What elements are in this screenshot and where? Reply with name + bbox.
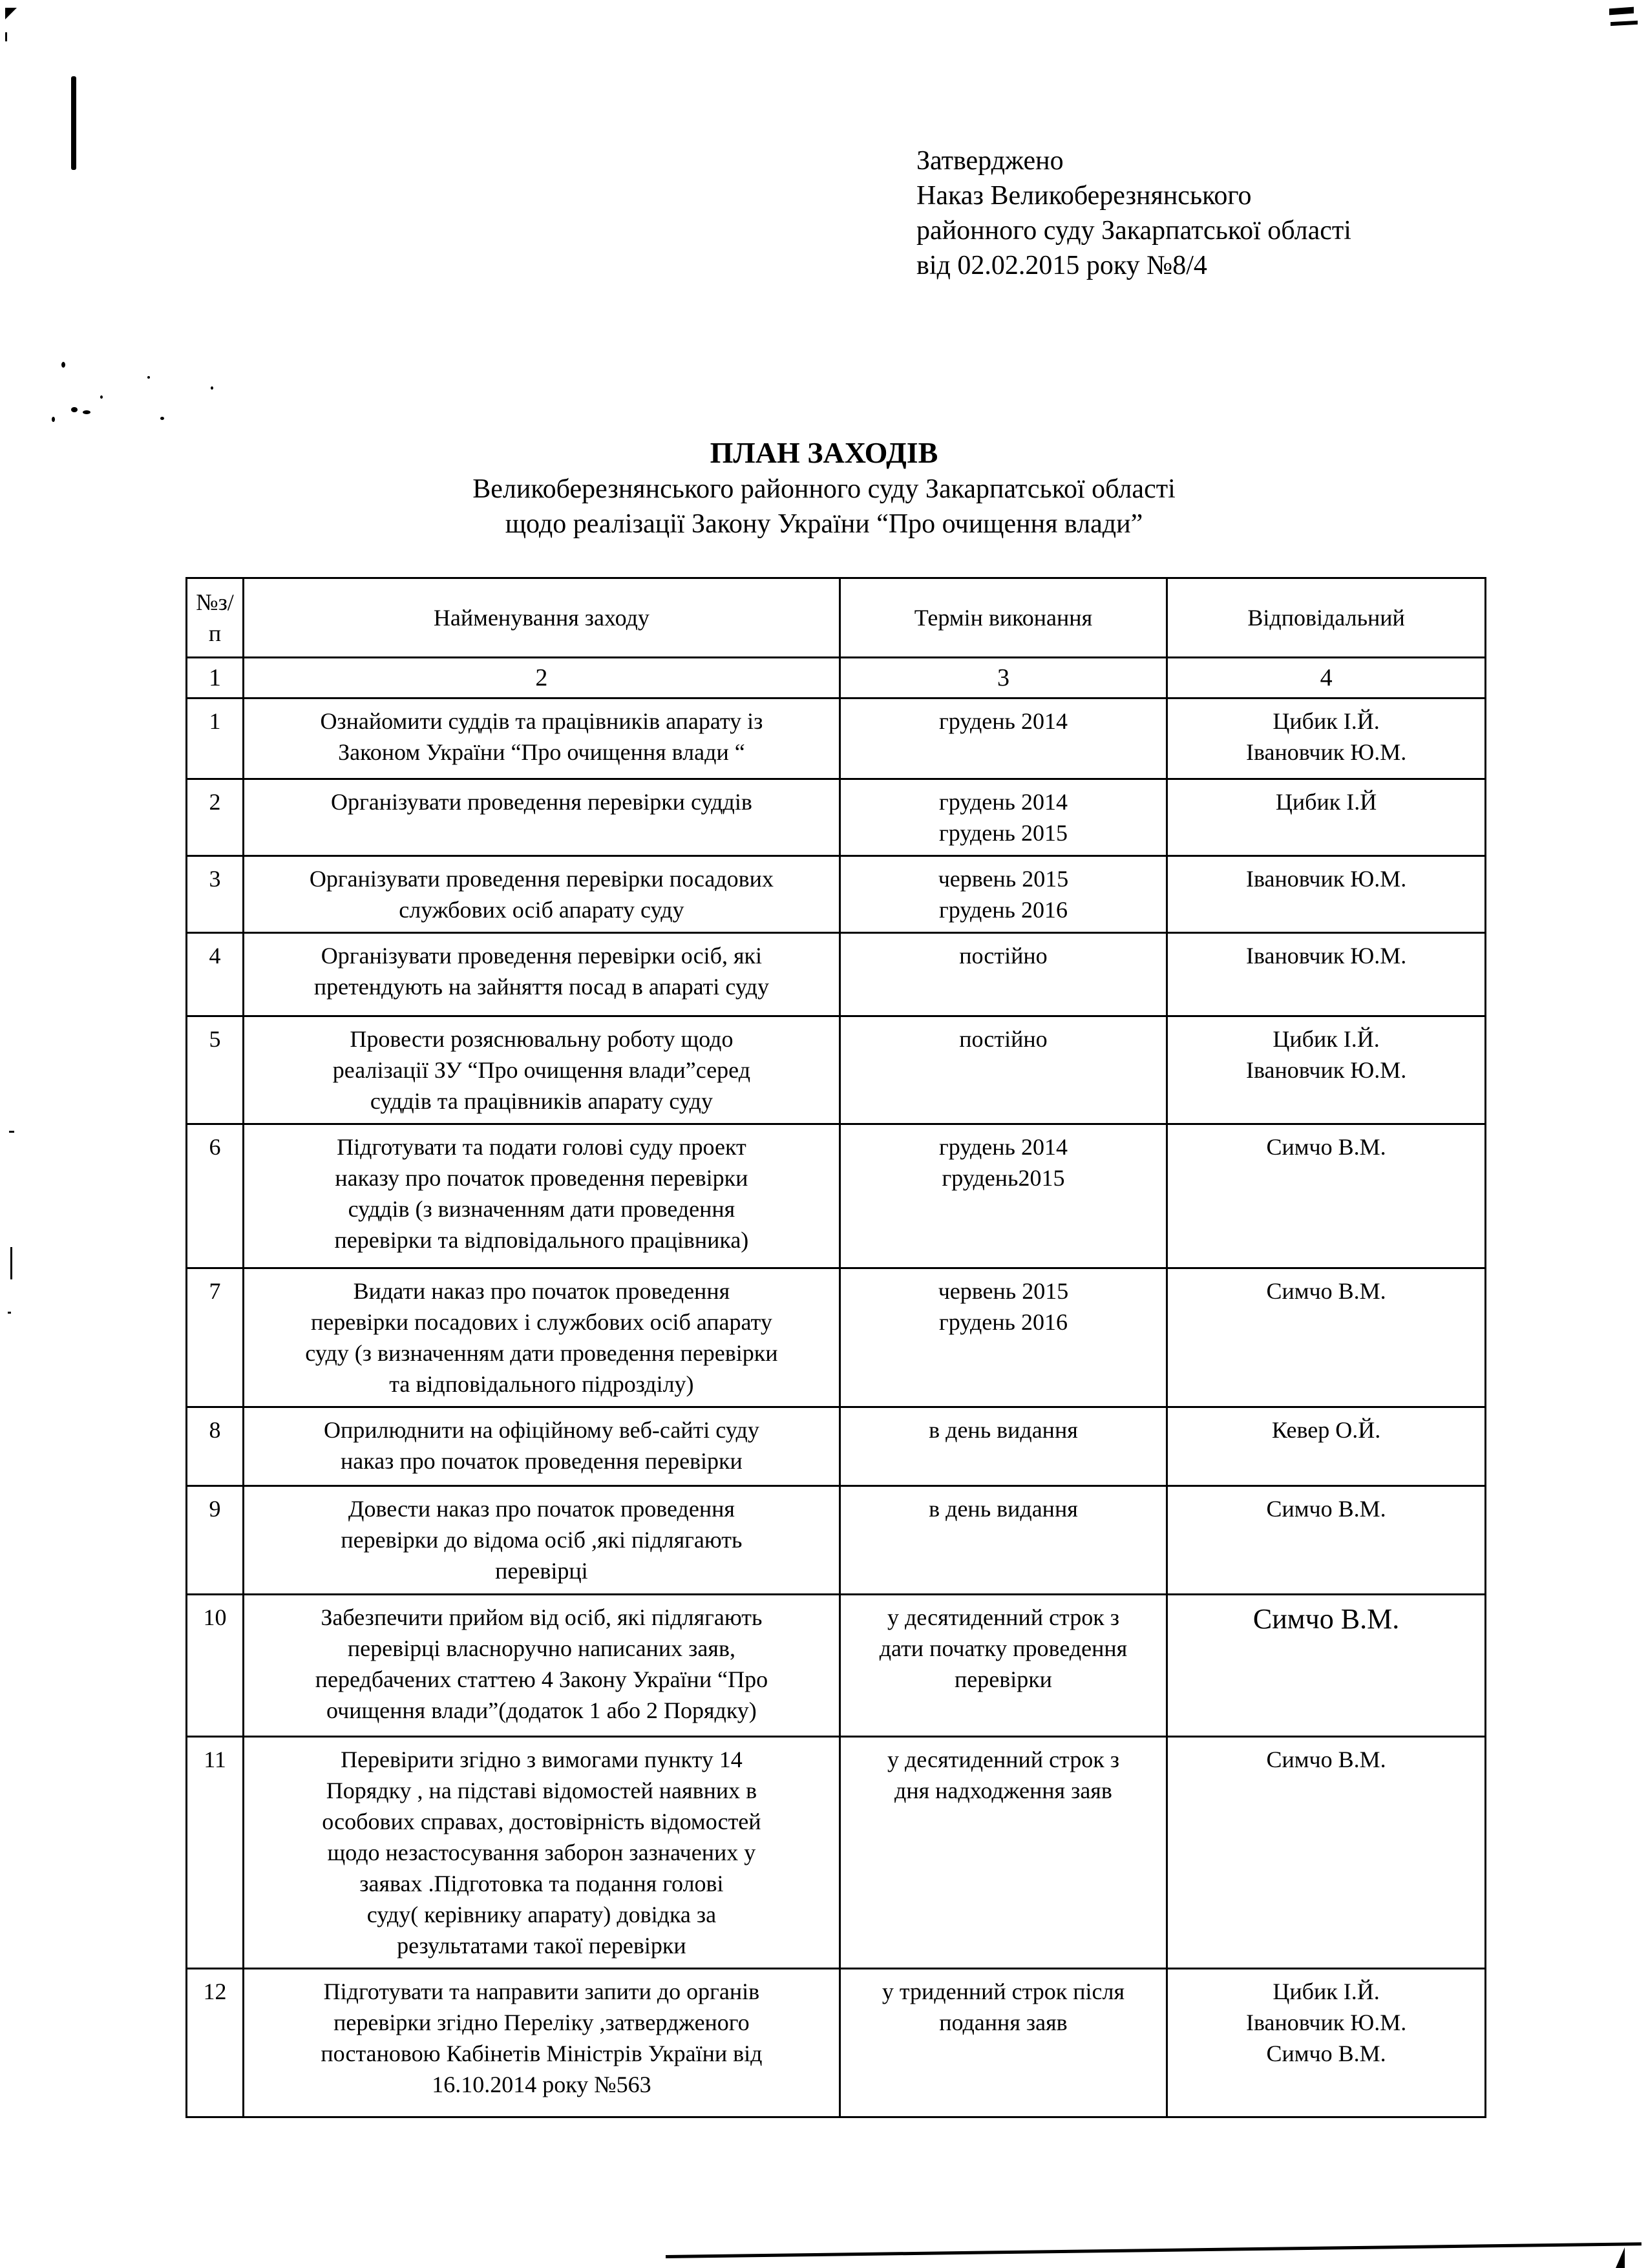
responsible-cell: [1167, 1595, 1486, 1737]
table-row: [187, 779, 1486, 856]
measure-name-line: Підготувати та направити запити до органів: [323, 1979, 760, 2004]
measure-name-line: Законом України “Про очищення влади “: [338, 739, 745, 765]
measure-name-cell: [244, 1016, 840, 1124]
responsible-person: Симчо В.М.: [1266, 1134, 1386, 1160]
responsible-person: Симчо В.М.: [1266, 1747, 1386, 1772]
measure-name-cell: [244, 1737, 840, 1969]
measure-name-cell: [244, 698, 840, 779]
row-number: 9: [187, 1486, 244, 1595]
responsible-person: Симчо В.М.: [1252, 1603, 1400, 1635]
measure-name-line: Підготувати та подати голові суду проект: [337, 1134, 746, 1160]
responsible-person: Івановчик Ю.М.: [1245, 739, 1407, 765]
header-responsible: Відповідальний: [1167, 578, 1486, 658]
responsible-cell: [1167, 1407, 1486, 1486]
measure-name-cell: [244, 856, 840, 933]
deadline-cell: [840, 1016, 1167, 1124]
measure-name-line: Довести наказ про початок проведення: [348, 1496, 735, 1522]
row-number: 6: [187, 1124, 244, 1268]
measure-name-line: Порядку , на підставі відомостей наявних в: [326, 1778, 757, 1803]
column-number: 3: [840, 658, 1167, 698]
measure-name-cell: [244, 779, 840, 856]
deadline-cell: [840, 1407, 1167, 1486]
deadline-cell: [840, 933, 1167, 1016]
responsible-cell: [1167, 1737, 1486, 1969]
row-number: 5: [187, 1016, 244, 1124]
scan-corner-mark-top-right-2: [1611, 21, 1638, 26]
responsible-cell: [1167, 1486, 1486, 1595]
row-number: 8: [187, 1407, 244, 1486]
document-subtitle-line: щодо реалізації Закону України “Про очищення влади”: [505, 509, 1143, 539]
header-deadline: Термін виконання: [840, 578, 1167, 658]
measure-name-line: Перевірити згідно з вимогами пункту 14: [341, 1747, 743, 1772]
approval-block: [916, 143, 1351, 283]
deadline-line: грудень 2014: [938, 789, 1068, 815]
table-row: [187, 1016, 1486, 1124]
measure-name-line: Організувати проведення перевірки посадових: [309, 866, 774, 892]
deadline-line: постійно: [959, 943, 1048, 969]
scan-speck: [100, 395, 103, 399]
deadline-line: грудень 2014: [938, 708, 1068, 734]
approval-line: Наказ Великоберезнянського: [916, 181, 1252, 211]
scan-bottom-edge-line: [666, 2242, 1642, 2258]
measure-name-line: особових справах, достовірність відомостей: [322, 1809, 761, 1834]
deadline-line: дати початку проведення: [879, 1635, 1128, 1661]
deadline-line: подання заяв: [939, 2010, 1068, 2035]
measure-name-line: наказ про початок проведення перевірки: [341, 1448, 743, 1474]
deadline-cell: [840, 1969, 1167, 2117]
row-number: 1: [187, 698, 244, 779]
scan-tick-mark: [5, 32, 7, 41]
deadline-cell: [840, 1268, 1167, 1407]
table-row: [187, 698, 1486, 779]
measure-name-line: суддів та працівників апарату суду: [370, 1088, 713, 1114]
measure-name-line: перевірки до відома осіб ,які підлягають: [341, 1527, 743, 1553]
deadline-line: дня надходження заяв: [894, 1778, 1112, 1803]
responsible-person: Івановчик Ю.М.: [1245, 866, 1407, 892]
measure-name-line: наказу про початок проведення перевірки: [335, 1165, 748, 1191]
measure-name-cell: [244, 1595, 840, 1737]
table-row: [187, 1407, 1486, 1486]
deadline-line: у десятиденний строк з: [887, 1747, 1119, 1772]
scan-speck: [8, 1312, 11, 1314]
scan-speck: [71, 407, 78, 412]
deadline-cell: [840, 698, 1167, 779]
scan-speck: [83, 410, 90, 414]
approval-line: районного суду Закарпатської області: [916, 216, 1351, 246]
measure-name-cell: [244, 1407, 840, 1486]
responsible-person: Симчо В.М.: [1266, 1496, 1386, 1522]
measure-name-line: суддів (з визначенням дати проведення: [348, 1196, 735, 1222]
measure-name-cell: [244, 1486, 840, 1595]
responsible-cell: [1167, 1268, 1486, 1407]
responsible-person: Івановчик Ю.М.: [1245, 1057, 1407, 1083]
deadline-line: перевірки: [954, 1666, 1052, 1692]
deadline-line: грудень 2016: [938, 1309, 1068, 1335]
measure-name-line: заявах .Підготовка та подання голові: [359, 1871, 724, 1896]
header-number: №з/п: [187, 578, 244, 658]
scan-corner-mark: [5, 8, 17, 19]
header-measure-name: Найменування заходу: [244, 578, 840, 658]
deadline-cell: [840, 1737, 1167, 1969]
scan-corner-mark-top-right: [1609, 7, 1634, 16]
responsible-cell: [1167, 698, 1486, 779]
deadline-line: в день видання: [929, 1496, 1078, 1522]
measure-name-line: та відповідального підрозділу): [389, 1371, 694, 1397]
table-row: [187, 1268, 1486, 1407]
responsible-person: Івановчик Ю.М.: [1245, 943, 1407, 969]
measure-name-line: реалізації ЗУ “Про очищення влади”серед: [332, 1057, 751, 1083]
document-subtitle-line: Великоберезнянського районного суду Закарпатської області: [472, 474, 1176, 504]
row-number: 4: [187, 933, 244, 1016]
scan-bottom-corner-mark: [1616, 2247, 1625, 2268]
column-number: 4: [1167, 658, 1486, 698]
deadline-line: грудень 2014: [938, 1134, 1068, 1160]
responsible-person: Цибик І.Й.: [1273, 708, 1380, 734]
measure-name-line: результатами такої перевірки: [397, 1933, 686, 1958]
row-number: 2: [187, 779, 244, 856]
responsible-person: Цибик І.Й.: [1273, 1979, 1380, 2004]
row-number: 10: [187, 1595, 244, 1737]
measure-name-line: Ознайомити суддів та працівників апарату із: [320, 708, 763, 734]
deadline-cell: [840, 1595, 1167, 1737]
scan-speck: [211, 386, 213, 390]
measure-name-line: перевірці: [495, 1558, 588, 1584]
table-row: [187, 1486, 1486, 1595]
measure-name-cell: [244, 933, 840, 1016]
responsible-person: Івановчик Ю.М.: [1245, 2010, 1407, 2035]
deadline-cell: [840, 856, 1167, 933]
table-row: [187, 1737, 1486, 1969]
measure-name-line: службових осіб апарату суду: [399, 897, 684, 923]
measure-name-cell: [244, 1124, 840, 1268]
responsible-person: Кевер О.Й.: [1271, 1417, 1381, 1443]
measure-name-line: 16.10.2014 року №563: [432, 2072, 651, 2097]
responsible-person: Цибик І.Й: [1275, 789, 1377, 815]
scan-binding-bar: [71, 76, 76, 170]
measure-name-line: перевірки та відповідального працівника): [334, 1227, 749, 1253]
deadline-line: в день видання: [929, 1417, 1078, 1443]
column-number-row: [187, 658, 1486, 698]
plan-table: [185, 577, 1486, 2118]
table-row: [187, 1969, 1486, 2117]
measure-name-line: суду( керівнику апарату) довідка за: [366, 1902, 717, 1927]
scan-speck: [9, 1131, 14, 1133]
deadline-line: постійно: [959, 1026, 1048, 1052]
document-title: ПЛАН ЗАХОДІВ: [710, 436, 938, 469]
deadline-line: грудень2015: [942, 1165, 1065, 1191]
measure-name-line: Забезпечити прийом від осіб, які підлягають: [321, 1604, 763, 1630]
column-number: 1: [187, 658, 244, 698]
measure-name-line: Організувати проведення перевірки осіб, які: [321, 943, 763, 969]
measure-name-line: суду (з визначенням дати проведення перевірки: [305, 1340, 778, 1366]
column-number: 2: [244, 658, 840, 698]
measure-name-cell: [244, 1969, 840, 2117]
row-number: 11: [187, 1737, 244, 1969]
measure-name-line: перевірці власноручно написаних заяв,: [347, 1635, 735, 1661]
row-number: 7: [187, 1268, 244, 1407]
measure-name-line: щодо незастосування заборон зазначених у: [327, 1840, 756, 1865]
deadline-line: у триденний строк після: [882, 1979, 1125, 2004]
measure-name-line: Оприлюднити на офіційному веб-сайті суду: [323, 1417, 759, 1443]
deadline-line: червень 2015: [938, 866, 1069, 892]
measure-name-line: передбачених статтею 4 Закону України “Про: [315, 1666, 768, 1692]
measure-name-line: претендують на зайняття посад в апараті суду: [313, 974, 769, 1000]
deadline-line: грудень 2015: [938, 820, 1068, 846]
measure-name-line: перевірки посадових і службових осіб апарату: [311, 1309, 772, 1335]
measure-name-line: Видати наказ про початок проведення: [353, 1278, 730, 1304]
scan-speck: [52, 417, 55, 422]
responsible-cell: [1167, 856, 1486, 933]
measure-name-line: постановою Кабінетів Міністрів України від: [321, 2041, 763, 2066]
approval-line: від 02.02.2015 року №8/4: [916, 251, 1207, 280]
responsible-cell: [1167, 779, 1486, 856]
deadline-line: червень 2015: [938, 1278, 1069, 1304]
measure-name-line: Організувати проведення перевірки суддів: [330, 789, 752, 815]
table-row: [187, 1595, 1486, 1737]
scan-speck: [61, 362, 65, 368]
responsible-person: Цибик І.Й.: [1273, 1026, 1380, 1052]
responsible-cell: [1167, 1016, 1486, 1124]
approval-line: Затверджено: [916, 146, 1064, 176]
responsible-person: Симчо В.М.: [1266, 1278, 1386, 1304]
deadline-cell: [840, 779, 1167, 856]
scan-speck: [160, 417, 164, 420]
measure-name-cell: [244, 1268, 840, 1407]
deadline-line: грудень 2016: [938, 897, 1068, 923]
table-row: [187, 856, 1486, 933]
document-title-block: [0, 434, 1648, 541]
responsible-person: Симчо В.М.: [1266, 2041, 1386, 2066]
measure-name-line: Провести розяснювальну роботу щодо: [350, 1026, 734, 1052]
responsible-cell: [1167, 1969, 1486, 2117]
scan-speck: [10, 1247, 12, 1279]
deadline-cell: [840, 1124, 1167, 1268]
row-number: 12: [187, 1969, 244, 2117]
row-number: 3: [187, 856, 244, 933]
scan-speck: [147, 376, 150, 379]
measure-name-line: перевірки згідно Переліку ,затвердженого: [333, 2010, 750, 2035]
deadline-cell: [840, 1486, 1167, 1595]
measure-name-line: очищення влади”(додаток 1 або 2 Порядку): [326, 1697, 757, 1723]
responsible-cell: [1167, 1124, 1486, 1268]
table-header-row: [187, 578, 1486, 658]
table-row: [187, 933, 1486, 1016]
deadline-line: у десятиденний строк з: [887, 1604, 1119, 1630]
plan-table-body: [187, 698, 1486, 2117]
table-row: [187, 1124, 1486, 1268]
responsible-cell: [1167, 933, 1486, 1016]
